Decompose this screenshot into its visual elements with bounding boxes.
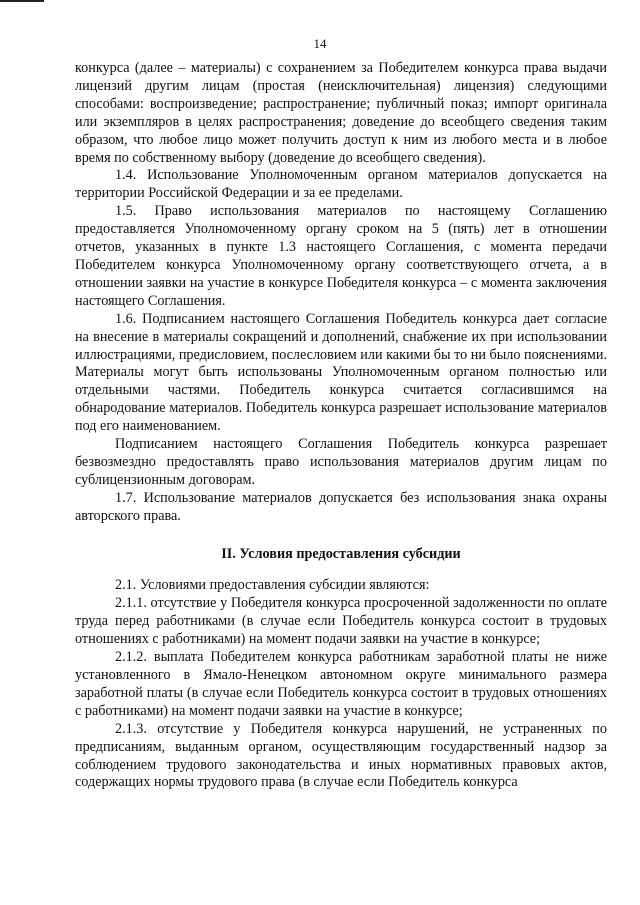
paragraph-2-1: 2.1. Условиями предоставления субсидии являются: xyxy=(115,577,430,594)
paragraph-2-1-3: 2.1.3. отсутствие у Победителя конкурса нарушений, не устраненных по предписаниям, выданным органом, осуществляющим государственный надзор за соблюдением трудового законодательства и иных нормативных правовых актов, содержащих нормы трудового права (в случае если Победитель конкурса xyxy=(75,720,607,791)
paragraph-2-1-2: 2.1.2. выплата Победителем конкурса работникам заработной платы не ниже установленного в Ямало-Ненецком автономном округе минимального размера заработной платы (в случае если Победитель конкурса состоит в трудовых отношениях с работниками) на момент подачи заявки на участие в конкурсе; xyxy=(75,649,607,719)
paragraph-1-4: 1.4. Использование Уполномоченным органом материалов допускается на территории Российской Федерации и за ее пределами. xyxy=(75,167,607,202)
paragraph-1-7: 1.7. Использование материалов допускается без использования знака охраны авторского права. xyxy=(75,489,607,524)
document-body xyxy=(75,60,607,792)
paragraph-sublicense: Подписанием настоящего Соглашения Победитель конкурса разрешает безвозмездно предоставлять право использования материалов другим лицам по сублицензионным договорам. xyxy=(75,436,607,488)
paragraph-continuation: конкурса (далее – материалы) с сохранением за Победителем конкурса права выдачи лицензий другим лицам (простая (неисключительная) лицензия) следующими способами: воспроизведение; распространение; публичный показ; импорт оригинала или экземпляров в целях распространения; доведение до всеобщего сведения таким образом, что любое лицо может получить доступ к ним из любого места и в любое время по собственному выбору (доведение до всеобщего сведения). xyxy=(75,60,607,166)
top-edge-mark xyxy=(0,0,44,2)
paragraph-2-1-1: 2.1.1. отсутствие у Победителя конкурса просроченной задолженности по оплате труда перед работниками (в случае если Победитель конкурса состоит в трудовых отношениях с работниками) на момент подачи заявки на участие в конкурсе; xyxy=(75,595,607,648)
paragraph-1-6: 1.6. Подписанием настоящего Соглашения Победитель конкурса дает согласие на внесение в материалы сокращений и дополнений, снабжение их при использовании иллюстрациями, предисловием, послесловием или какими бы то ни было пояснениями. Материалы могут быть использованы Уполномоченным органом полностью или отдельными частями. Победитель конкурса считается согласившимся на обнародование материалов. Победитель конкурса разрешает использование материалов под его наименованием. xyxy=(75,310,607,435)
section-heading: II. Условия предоставления субсидии xyxy=(221,545,461,562)
page-number: 14 xyxy=(313,36,327,51)
paragraph-1-5: 1.5. Право использования материалов по настоящему Соглашению предоставляется Уполномоченному органу сроком на 5 (пять) лет в отношении отчетов, указанных в пункте 1.3 настоящего Соглашения, с момента передачи Победителем конкурса Уполномоченному органу соответствующего отчета, а в отношении заявки на участие в конкурсе Победителя конкурса – с момента заключения настоящего Соглашения. xyxy=(75,203,607,309)
